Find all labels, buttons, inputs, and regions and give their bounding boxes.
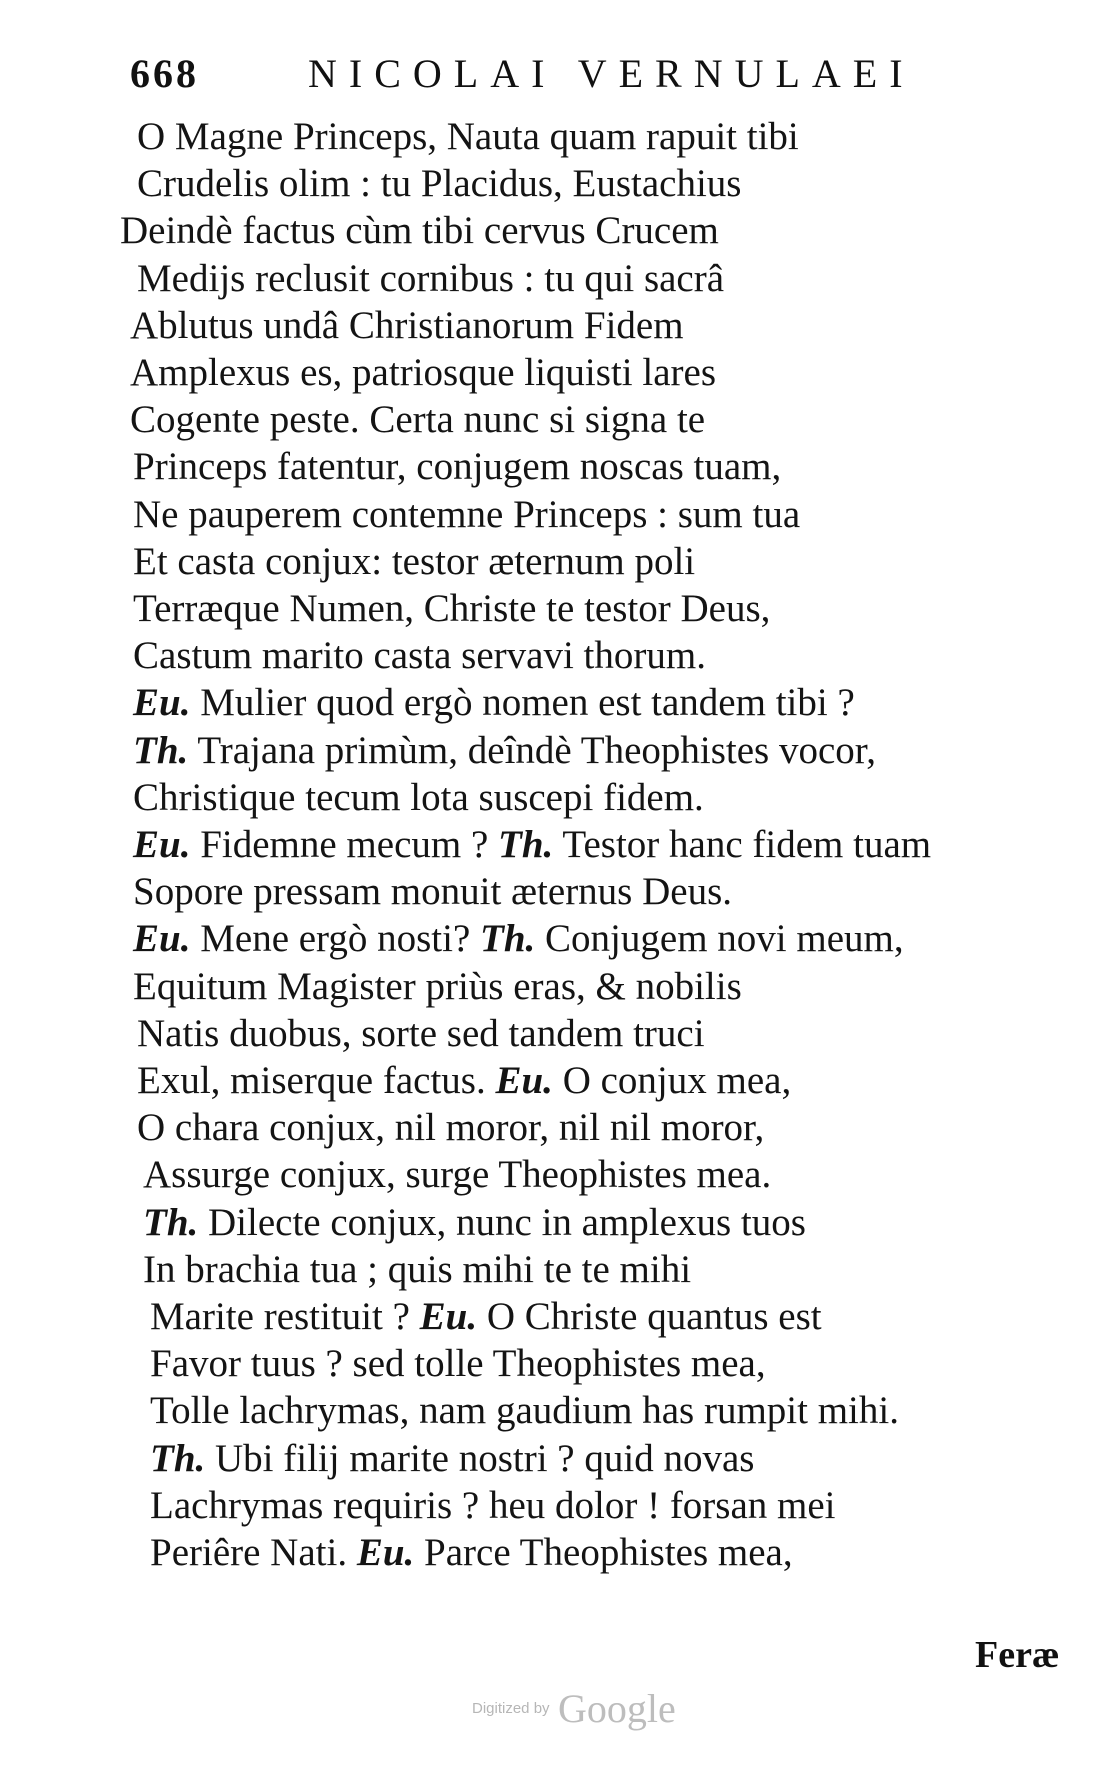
verse-line — [133, 726, 876, 776]
speaker-tag: Eu. — [133, 681, 191, 724]
line-text: Princeps fatentur, conjugem noscas tuam, — [133, 445, 782, 488]
line-text: Ne pauperem contemne Princeps : sum tua — [133, 493, 801, 536]
verse-line — [137, 159, 741, 209]
verse-line — [133, 537, 695, 587]
line-text: Testor hanc fidem tuam — [562, 823, 932, 866]
digitized-by-watermark — [472, 1685, 676, 1735]
verse-line — [150, 1339, 766, 1389]
speaker-tag: Th. — [133, 729, 189, 772]
catchword: Feræ — [975, 1634, 1060, 1676]
verse-line — [150, 1434, 754, 1484]
speaker-tag: Eu. — [133, 823, 191, 866]
verse-line — [130, 301, 684, 351]
speaker-tag: Th. — [150, 1437, 206, 1480]
verse-line — [137, 1103, 764, 1153]
line-text: Ubi filij marite nostri ? quid novas — [215, 1437, 755, 1480]
page-header — [130, 42, 915, 102]
verse-line — [133, 867, 732, 917]
verse-line — [150, 1292, 822, 1342]
line-text: Exul, miserque factus. — [137, 1059, 486, 1102]
line-text: Terræque Numen, Christe te testor Deus, — [133, 587, 771, 630]
google-logo: Google — [558, 1686, 676, 1731]
line-text: Natis duobus, sorte sed tandem truci — [137, 1012, 705, 1055]
line-text: Medijs reclusit cornibus : tu qui sacrâ — [137, 257, 725, 300]
running-title: NICOLAI VERNULAEI — [308, 51, 915, 96]
verse-line — [143, 1198, 806, 1248]
verse-line — [133, 442, 781, 492]
line-text: O conjux mea, — [562, 1059, 792, 1102]
line-text: Dilecte conjux, nunc in amplexus tuos — [208, 1201, 806, 1244]
verse-line — [137, 1056, 791, 1106]
speaker-tag: Eu. — [133, 917, 191, 960]
line-text: Mulier quod ergò nomen est tandem tibi ? — [200, 681, 855, 724]
verse-line — [120, 206, 719, 256]
line-text: Castum marito casta servavi thorum. — [133, 634, 706, 677]
verse-line — [137, 112, 799, 162]
line-text: Assurge conjux, surge Theophistes mea. — [143, 1153, 772, 1196]
verse-line — [150, 1528, 793, 1578]
speaker-tag: Eu. — [419, 1295, 478, 1338]
verse-line — [133, 914, 904, 964]
verse-line — [130, 348, 716, 398]
line-text: Tolle lachrymas, nam gaudium has rumpit mihi. — [150, 1389, 899, 1432]
verse-line — [137, 1009, 705, 1059]
speaker-tag: Eu. — [495, 1059, 553, 1102]
line-text: Periêre Nati. — [150, 1531, 348, 1574]
speaker-tag: Th. — [498, 823, 554, 866]
line-text: In brachia tua ; quis mihi te te mihi — [143, 1248, 692, 1291]
line-text: O Magne Princeps, Nauta quam rapuit tibi — [137, 115, 799, 158]
speaker-tag: Th. — [143, 1201, 199, 1244]
verse-line — [133, 773, 704, 823]
verse-line — [150, 1481, 836, 1531]
line-text: Ablutus undâ Christianorum Fidem — [130, 304, 684, 347]
line-text: Et casta conjux: testor æternum poli — [133, 540, 696, 583]
verse-line — [133, 584, 770, 634]
verse-line — [137, 254, 724, 304]
line-text: O chara conjux, nil moror, nil nil moror, — [137, 1106, 765, 1149]
speaker-tag: Eu. — [356, 1531, 415, 1574]
page-number: 668 — [130, 51, 199, 96]
line-text: Sopore pressam monuit æternus Deus. — [133, 870, 733, 913]
line-text: Trajana primùm, deîndè Theophistes vocor, — [197, 729, 876, 772]
speaker-tag: Th. — [480, 917, 536, 960]
line-text: Fidemne mecum ? — [200, 823, 489, 866]
line-text: Parce Theophistes mea, — [424, 1531, 793, 1574]
line-text: Mene ergò nosti? — [200, 917, 471, 960]
verse-line — [133, 820, 931, 870]
line-text: Favor tuus ? sed tolle Theophistes mea, — [150, 1342, 766, 1385]
line-text: Crudelis olim : tu Placidus, Eustachius — [137, 162, 742, 205]
verse-line — [133, 490, 800, 540]
verse-line — [133, 631, 706, 681]
line-text: Marite restituit ? — [150, 1295, 410, 1338]
verse-line — [133, 678, 855, 728]
line-text: Amplexus es, patriosque liquisti lares — [130, 351, 716, 394]
line-text: Deindè factus cùm tibi cervus Crucem — [120, 209, 719, 252]
line-text: Equitum Magister priùs eras, & nobilis — [133, 965, 742, 1008]
line-text: O Christe quantus est — [486, 1295, 822, 1338]
verse-line — [130, 395, 705, 445]
line-text: Christique tecum lota suscepi fidem. — [133, 776, 704, 819]
verse-line — [150, 1386, 899, 1436]
line-text: Lachrymas requiris ? heu dolor ! forsan mei — [150, 1484, 836, 1527]
line-text: Conjugem novi meum, — [545, 917, 904, 960]
verse-line — [143, 1150, 771, 1200]
verse-line — [133, 962, 742, 1012]
digitized-prefix: Digitized by — [472, 1700, 550, 1717]
verse-line — [143, 1245, 691, 1295]
line-text: Cogente peste. Certa nunc si signa te — [130, 398, 706, 441]
